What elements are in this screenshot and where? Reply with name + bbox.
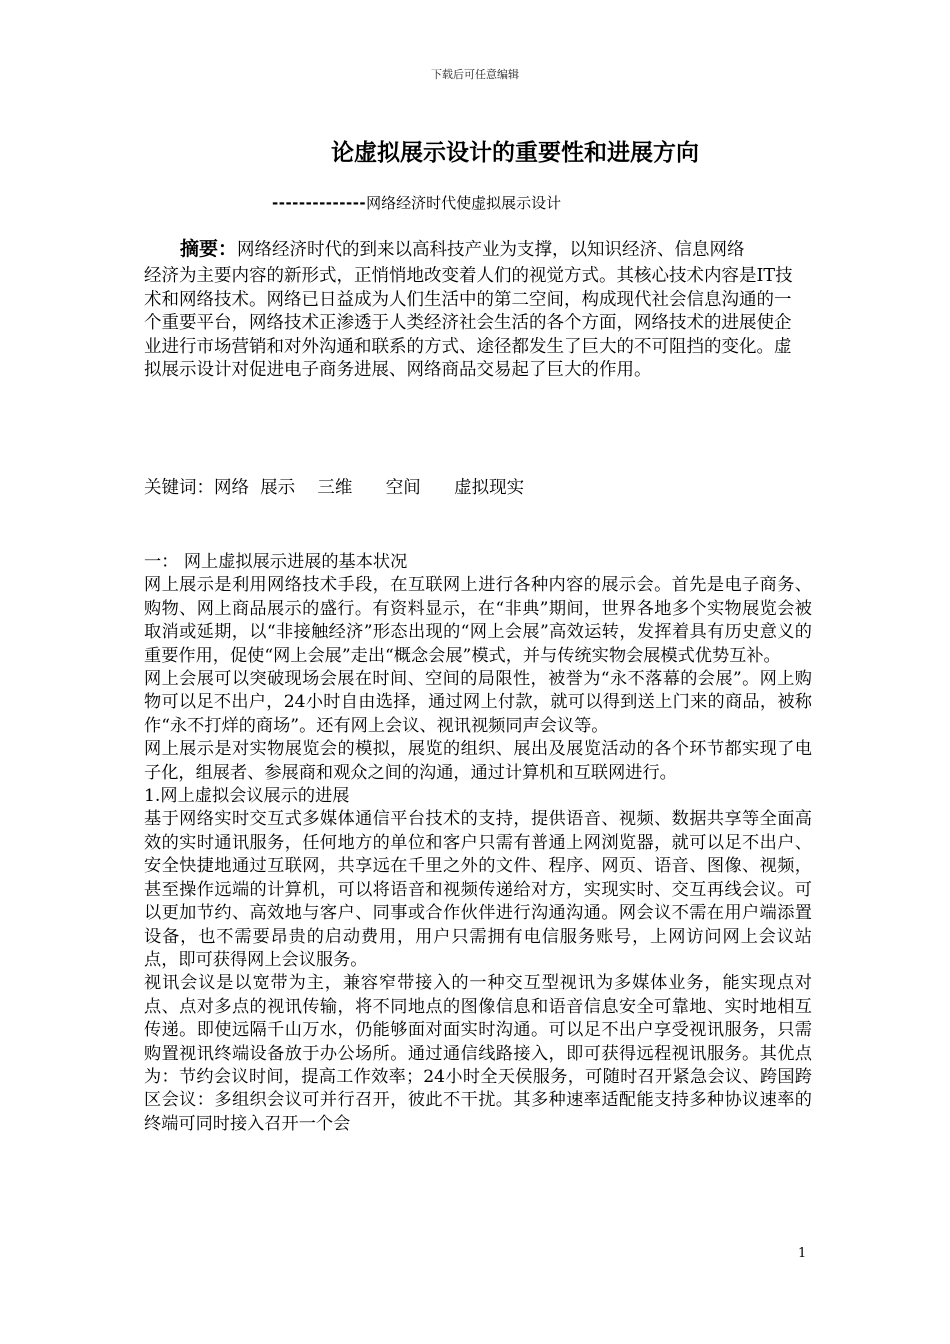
- paragraph: 视讯会议是以宽带为主，兼容窄带接入的一种交互型视讯为多媒体业务，能实现点对点、点对多点的视讯传输，将不同地点的图像信息和语音信息安全可靠地、实时地相互传递。即使远隔千山万水，仍能够面对面实时沟通。可以足不出户享受视讯服务，只需购置视讯终端设备放于办公场所。通过通信线路接入，即可获得远程视讯服务。其优点为：节约会议时间，提高工作效率；24小时全天侯服务，可随时召开紧急会议、跨国跨区会议：多组织会议可并行召开，彼此不干扰。其多种速率适配能支持多种协议速率的终端可同时接入召开一个会: [144, 973, 812, 1134]
- page-number: 1: [798, 1246, 807, 1261]
- header-note: 下载后可任意编辑: [431, 68, 519, 81]
- document-subtitle: [272, 192, 561, 213]
- subtitle-text: 网络经济时代使虚拟展示设计: [366, 194, 562, 212]
- abstract-body: 经济为主要内容的新形式，正悄悄地改变着人们的视觉方式。其核心技术内容是IT技术和网络技术。网络已日益成为人们生活中的第二空间，构成现代社会信息沟通的一个重要平台，网络技术正渗透于人类经济社会生活的各个方面，网络技术的进展使企业进行市场营销和对外沟通和联系的方式、途径都发生了巨大的不可阻挡的变化。虚拟展示设计对促进电子商务进展、网络商品交易起了巨大的作用。: [144, 266, 793, 380]
- document-title: 论虚拟展示设计的重要性和进展方向: [331, 140, 699, 166]
- section-heading: 一： 网上虚拟展示进展的基本状况: [144, 552, 408, 572]
- abstract-label: 摘要：: [180, 238, 238, 260]
- paragraph: 网上展示是利用网络技术手段，在互联网上进行各种内容的展示会。首先是电子商务、购物、网上商品展示的盛行。有资料显示，在“非典”期间，世界各地多个实物展览会被取消或延期，以“非接触经济”形态出现的“网上会展”高效运转，发挥着具有历史意义的重要作用，促使“网上会展”走出“概念会展”模式，并与传统实物会展模式优势互补。: [144, 575, 812, 666]
- abstract-first-text: 网络经济时代的到来以高科技产业为支撑，以知识经济、信息网络: [237, 240, 745, 260]
- keywords: 关键词：网络 展示 三维 空间 虚拟现实: [144, 478, 525, 498]
- abstract: [144, 234, 808, 383]
- paragraph: 网上展示是对实物展览会的模拟，展览的组织、展出及展览活动的各个环节都实现了电子化，组展者、参展商和观众之间的沟通，通过计算机和互联网进行。: [144, 739, 812, 783]
- subtitle-dashes: --------------: [272, 194, 367, 212]
- paragraph: 基于网络实时交互式多媒体通信平台技术的支持，提供语音、视频、数据共享等全面高效的实时通讯服务，任何地方的单位和客户只需有普通上网浏览器，就可以足不出户、安全快捷地通过互联网，共享远在千里之外的文件、程序、网页、语音、图像、视频，甚至操作远端的计算机，可以将语音和视频传递给对方，实现实时、交互再线会议。可以更加节约、高效地与客户、同事或合作伙伴进行沟通沟通。网会议不需在用户端添置设备，也不需要昂贵的启动费用，用户只需拥有电信服务账号，上网访问网上会议站点，即可获得网上会议服务。: [144, 809, 812, 970]
- body-text: [144, 551, 812, 1136]
- paragraph: 网上会展可以突破现场会展在时间、空间的局限性，被誉为“永不落幕的会展”。网上购物可以足不出户，24小时自由选择，通过网上付款，就可以得到送上门来的商品，被称作“永不打烊的商场”。还有网上会议、视讯视频同声会议等。: [144, 669, 812, 736]
- subsection-heading: 1.网上虚拟会议展示的进展: [144, 786, 350, 807]
- abstract-first-line: [144, 234, 808, 265]
